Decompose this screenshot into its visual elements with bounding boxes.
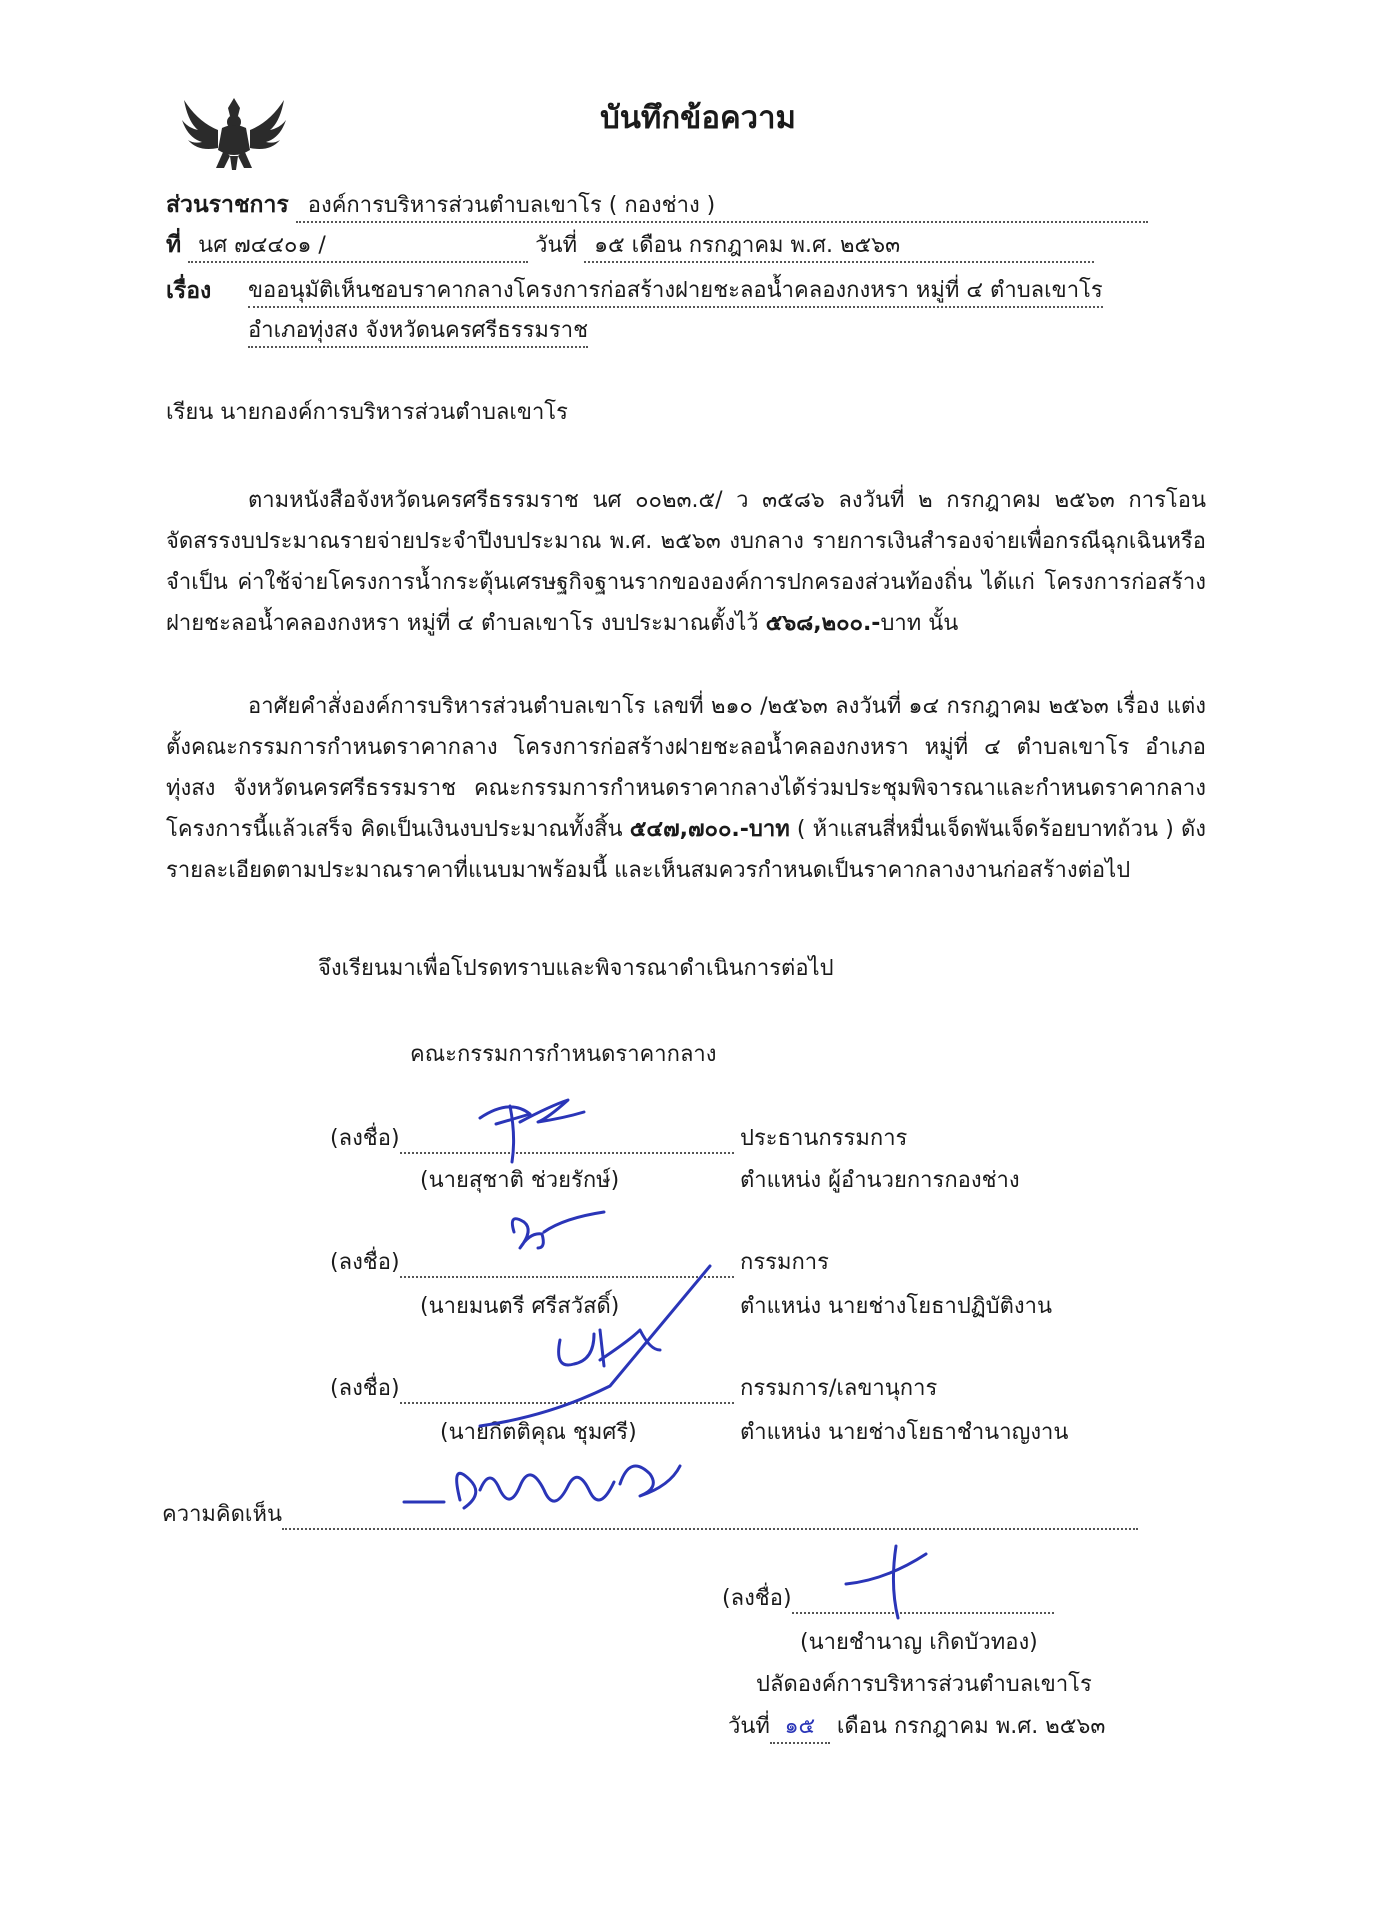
para1-text: ตามหนังสือจังหวัดนครศรีธรรมราช นศ ๐๐๒๓.๕/ ว ๓๕๘๖ ลงวันที่ ๒ กรกฎาคม ๒๕๖๓ การโอนจัดสรรงบประมาณรายจ่ายประจำปีงบประมาณ พ.ศ. ๒๕๖๓ งบกลาง รายการเงินสำรองจ่ายเพื่อกรณีฉุกเฉินหรือจำเป็น ค่าใช้จ่ายโครงการน้ำกระตุ้นเศรษฐกิจฐานรากขององค์การปกครองส่วนท้องถิ่น ได้แก่ โครงการก่อสร้างฝายชะลอน้ำคลองกงหรา หมู่ที่ ๔ ตำบลเขาโร งบประมาณตั้งไว้ — [166, 488, 1206, 636]
approver-date-rest: เดือน กรกฎาคม พ.ศ. ๒๕๖๓ — [836, 1714, 1106, 1739]
signer-2-role: กรรมการ — [740, 1250, 829, 1275]
agency-value: องค์การบริหารส่วนตำบลเขาโร ( กองช่าง ) — [296, 191, 1148, 223]
salutation: เรียน นายกองค์การบริหารส่วนตำบลเขาโร — [166, 400, 568, 425]
signer-3-position: ตำแหน่ง นายช่างโยธาชำนาญงาน — [740, 1420, 1069, 1445]
signature-opinion-icon — [400, 1450, 700, 1540]
body-paragraph-2 — [166, 686, 1206, 891]
body-paragraph-1 — [166, 480, 1206, 644]
approver-position: ปลัดองค์การบริหารส่วนตำบลเขาโร — [756, 1672, 1092, 1697]
para1-end: บาท นั้น — [880, 611, 959, 636]
signer-3-name: (นายกิตติคุณ ชุมศรี) — [440, 1420, 637, 1445]
signer-1-sign-label: (ลงชื่อ) — [330, 1126, 400, 1151]
ref-value: นศ ๗๔๔๐๑ / — [188, 231, 528, 263]
subject-label: เรื่อง — [166, 278, 212, 304]
agency-label: ส่วนราชการ — [166, 192, 289, 218]
subject-line-1: ขออนุมัติเห็นชอบราคากลางโครงการก่อสร้างฝายชะลอน้ำคลองกงหรา หมู่ที่ ๔ ตำบลเขาโร — [248, 276, 1103, 308]
signer-2-sign-label: (ลงชื่อ) — [330, 1250, 400, 1275]
date-value: ๑๕ เดือน กรกฎาคม พ.ศ. ๒๕๖๓ — [584, 231, 1094, 263]
para2-end: ( ห้าแสนสี่หมื่นเจ็ดพันเจ็ดร้อยบาทถ้วน ) ดังรายละเอียดตามประมาณราคาที่แนบมาพร้อมนี้ และเห็นสมควรกำหนดเป็นราคากลางงานก่อสร้างต่อไป — [166, 817, 1206, 883]
para2-amount: ๕๔๗,๗๐๐.-บาท — [629, 817, 790, 842]
para1-amount: ๕๖๘,๒๐๐.- — [765, 611, 881, 636]
approver-date — [728, 1712, 1105, 1744]
approver-name: (นายชำนาญ เกิดบัวทอง) — [800, 1630, 1038, 1655]
signature-1-icon — [470, 1096, 610, 1166]
closing-line: จึงเรียนมาเพื่อโปรดทราบและพิจารณาดำเนินการต่อไป — [318, 956, 834, 981]
date-label: วันที่ — [535, 233, 578, 258]
committee-heading: คณะกรรมการกำหนดราคากลาง — [410, 1042, 717, 1067]
ref-label: ที่ — [166, 232, 182, 258]
para2-text: อาศัยคำสั่งองค์การบริหารส่วนตำบลเขาโร เลขที่ ๒๑๐ /๒๕๖๓ ลงวันที่ ๑๔ กรกฎาคม ๒๕๖๓ เรื่อง แต่งตั้งคณะกรรมการกำหนดราคากลาง โครงการก่อสร้างฝายชะลอน้ำคลองกงหรา หมู่ที่ ๔ ตำบลเขาโร อำเภอทุ่งสง จังหวัดนครศรีธรรมราช คณะกรรมการกำหนดราคากลางได้ร่วมประชุมพิจารณาและกำหนดราคากลางโครงการนี้แล้วเสร็จ คิดเป็นเงินงบประมาณทั้งสิ้น — [166, 694, 1206, 842]
approver-date-label: วันที่ — [728, 1714, 770, 1739]
signer-2-position: ตำแหน่ง นายช่างโยธาปฏิบัติงาน — [740, 1294, 1053, 1319]
opinion-label: ความคิดเห็น — [162, 1502, 282, 1527]
signer-1-name: (นายสุชาติ ช่วยรักษ์) — [420, 1168, 620, 1193]
signer-2-name: (นายมนตรี ศรีสวัสดิ์) — [420, 1294, 620, 1319]
approver-date-day: ๑๕ — [770, 1712, 830, 1744]
signature-3-icon — [450, 1260, 730, 1430]
document-title: บันทึกข้อความ — [600, 100, 796, 136]
subject-line-2: อำเภอทุ่งสง จังหวัดนครศรีธรรมราช — [248, 316, 588, 348]
approver-sign-label: (ลงชื่อ) — [722, 1586, 792, 1611]
signer-3-sign-label: (ลงชื่อ) — [330, 1376, 400, 1401]
signer-1-position: ตำแหน่ง ผู้อำนวยการกองช่าง — [740, 1168, 1020, 1193]
signature-approver-icon — [840, 1540, 970, 1620]
agency-row — [166, 190, 1166, 223]
reference-row — [166, 230, 1166, 263]
signer-3-role: กรรมการ/เลขานุการ — [740, 1376, 938, 1401]
signer-1-role: ประธานกรรมการ — [740, 1126, 908, 1151]
